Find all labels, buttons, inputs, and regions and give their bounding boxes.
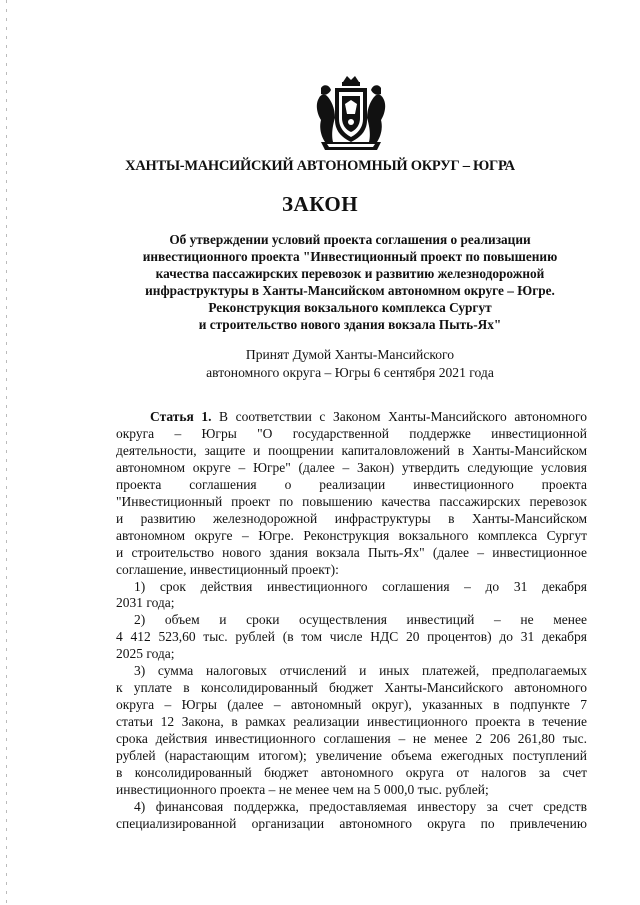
region-name: ХАНТЫ-МАНСИЙСКИЙ АВТОНОМНЫЙ ОКРУГ – ЮГРА [125, 158, 515, 174]
item-3-line: 3) сумма налоговых отчислений и иных платежей, предполагаемых [134, 663, 587, 679]
scan-edge-artifact [6, 0, 7, 905]
article-1-line: Статья 1. В соответствии с Законом Ханты-Мансийского автономного [150, 409, 588, 424]
item-1-line: 1) срок действия инвестиционного соглашения – до 31 декабря [134, 578, 587, 594]
item-3-line: инвестиционного проекта – не менее чем на 5 000,0 тыс. рублей; [116, 781, 489, 797]
law-title-line: и строительство нового здания вокзала Пыть-Ях" [198, 316, 502, 332]
article-1-line: "Инвестиционный проект по повышению качества пассажирских перевозок [116, 493, 587, 509]
adoption-note [0, 346, 640, 382]
law-title-line: Реконструкция вокзального комплекса Сургут [208, 299, 492, 315]
item-1-line: 2031 года; [116, 595, 175, 611]
item-2-line: 2025 года; [116, 646, 175, 662]
article-1-line: деятельности, защите и поощрении капиталовложений в Ханты-Мансийском [116, 442, 587, 458]
adoption-line: Принят Думой Ханты-Мансийского [245, 347, 455, 362]
item-3-line: к уплате в консолидированный бюджет Ханты-Мансийского автономного [116, 680, 587, 696]
item-2-line: 2) объем и сроки осуществления инвестиций – не менее [134, 612, 587, 628]
item-2-line: 4 412 523,60 тыс. рублей (в том числе НДС 20 процентов) до 31 декабря [116, 629, 587, 645]
article-1-line: и строительство нового здания вокзала Пыть-Ях" (далее – инвестиционное [116, 544, 587, 560]
item-3-line: в консолидированный бюджет автономного округа от налогов за счет [116, 765, 587, 781]
law-title-line: Об утверждении условий проекта соглашения о реализации [169, 232, 531, 247]
document-type-heading: ЗАКОН [281, 192, 359, 216]
article-1-line: и развитию железнодорожной инфраструктуры в Ханты-Мансийском [116, 510, 587, 526]
law-title [110, 232, 590, 333]
article-1-line: автономном округе – Югре" (далее – Закон) утвердить следующие условия [116, 459, 587, 475]
law-title-line: качества пассажирских перевозок и развитию железнодорожной [155, 265, 545, 281]
coat-of-arms-emblem [309, 74, 393, 154]
article-1-line: соглашение, инвестиционный проект): [116, 561, 339, 577]
document-body [116, 409, 587, 833]
law-title-line: инвестиционного проекта "Инвестиционный проект по повышению [142, 248, 558, 264]
item-3-line: срока действия инвестиционного соглашения – не менее 2 206 261,80 тыс. [116, 731, 587, 747]
item-3-line: статьи 12 Закона, в рамках реализации инвестиционного проекта в течение [116, 714, 587, 730]
law-title-line: инфраструктуры в Ханты-Мансийском автономном округе – Югре. [145, 282, 555, 298]
article-1-label: Статья 1. [150, 409, 212, 424]
article-1-line: автономном округе – Югре. Реконструкция вокзального комплекса Сургут [116, 527, 587, 543]
item-3-line: округа – Югры (далее – автономный округ), указанных в подпункте 7 [116, 697, 587, 713]
adoption-line: автономного округа – Югры 6 сентября 2021 года [206, 365, 494, 380]
item-4-line: специализированной организации автономного округа по привлечению [116, 815, 587, 831]
item-3-line: рублей (нарастающим итогом); увеличение объема ежегодных поступлений [116, 748, 587, 764]
article-1-line: округа – Югры "О государственной поддержке инвестиционной [116, 425, 587, 441]
article-1-line: проекта соглашения о реализации инвестиционного проекта [116, 476, 587, 492]
item-4-line: 4) финансовая поддержка, предоставляемая инвестору за счет средств [134, 798, 587, 814]
